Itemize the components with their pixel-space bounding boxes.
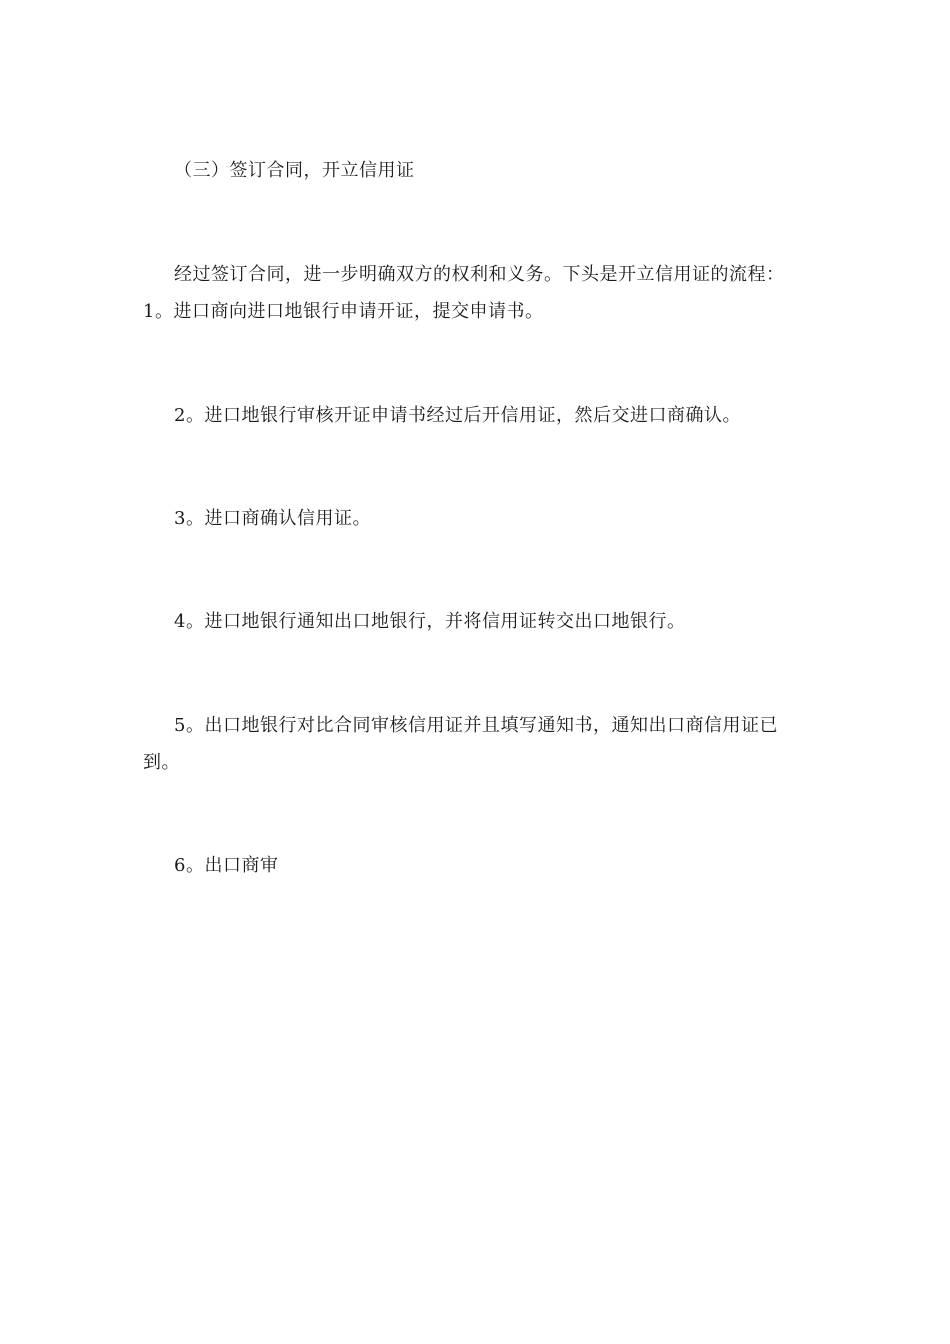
step-5-continuation: 到。 <box>143 752 180 773</box>
step-4: 4。进口地银行通知出口地银行，并将信用证转交出口地银行。 <box>174 611 686 632</box>
step-3: 3。进口商确认信用证。 <box>174 508 371 529</box>
intro-paragraph: 经过签订合同，进一步明确双方的权利和义务。下头是开立信用证的流程： <box>174 264 785 285</box>
step-2: 2。进口地银行审核开证申请书经过后开信用证，然后交进口商确认。 <box>174 405 741 426</box>
step-5: 5。出口地银行对比合同审核信用证并且填写通知书，通知出口商信用证已 <box>174 715 778 736</box>
step-6: 6。出口商审 <box>174 855 279 876</box>
step-1: 1。进口商向进口地银行申请开证，提交申请书。 <box>143 301 544 322</box>
section-heading: （三）签订合同，开立信用证 <box>174 160 415 181</box>
